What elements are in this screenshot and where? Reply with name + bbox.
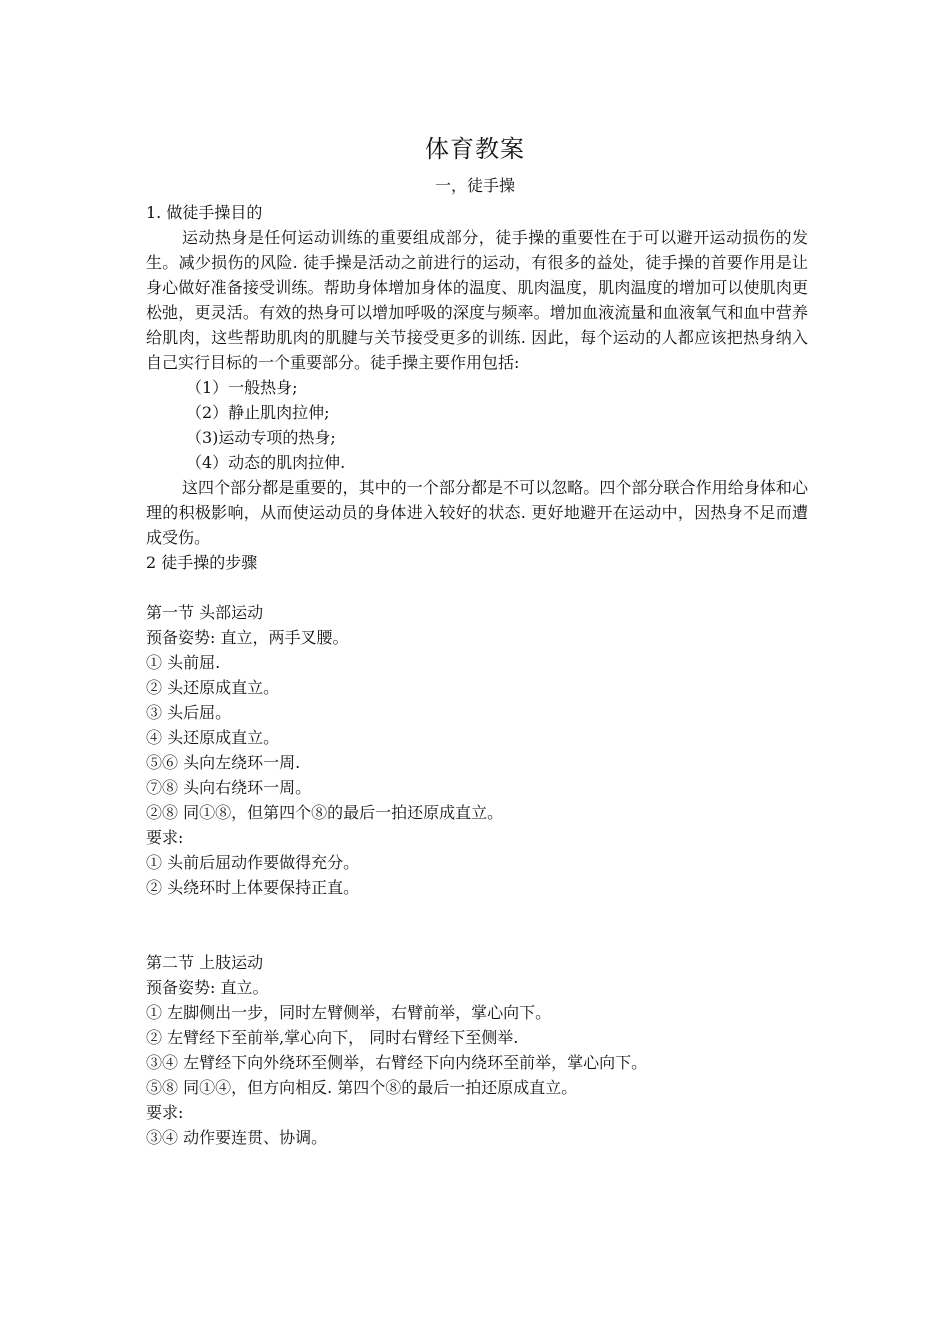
requirement-item: ① 头前后屈动作要做得充分。 — [146, 853, 360, 872]
prep-posture: 预备姿势: 直立。 — [146, 978, 269, 997]
role-item: （1）一般热身; — [186, 378, 298, 397]
page-title: 体育教案 — [425, 135, 525, 163]
requirements-label: 要求: — [146, 828, 184, 847]
role-item: （3)运动专项的热身; — [186, 428, 336, 447]
section-heading-steps: 2 徒手操的步骤 — [146, 553, 258, 572]
exercise-heading: 第二节 上肢运动 — [146, 953, 264, 972]
exercise-step: ⑤⑧ 同①④，但方向相反. 第四个⑧的最后一拍还原成直立。 — [146, 1078, 578, 1097]
exercise-step: ③④ 左臂经下向外绕环至侧举，右臂经下向内绕环至前举，掌心向下。 — [146, 1053, 648, 1072]
prep-posture: 预备姿势: 直立，两手叉腰。 — [146, 628, 349, 647]
role-item: （2）静止肌肉拉伸; — [186, 403, 330, 422]
exercise-step: ④ 头还原成直立。 — [146, 728, 280, 747]
spacer — [146, 900, 808, 950]
exercise-step: ③ 头后屈。 — [146, 703, 232, 722]
requirement-item: ② 头绕环时上体要保持正直。 — [146, 878, 360, 897]
requirements-label: 要求: — [146, 1103, 184, 1122]
exercise-step: ②⑧ 同①⑧，但第四个⑧的最后一拍还原成直立。 — [146, 803, 504, 822]
exercise-step: ⑤⑥ 头向左绕环一周. — [146, 753, 301, 772]
summary-paragraph: 这四个部分都是重要的，其中的一个部分都是不可以忽略。四个部分联合作用给身体和心理的积极影响，从而使运动员的身体进入较好的状态. 更好地避开在运动中，因热身不足而遭成受伤。 — [146, 478, 808, 547]
intro-paragraph: 运动热身是任何运动训练的重要组成部分，徒手操的重要性在于可以避开运动损伤的发生。减少损伤的风险. 徒手操是活动之前进行的运动，有很多的益处，徒手操的首要作用是让身心做好准备接受训练。帮助身体增加身体的温度、肌肉温度，肌肉温度的增加可以使肌肉更松弛，更灵活。有效的热身可以增加呼吸的深度与频率。增加血液流量和血液氧气和血中营养给肌肉，这些帮助肌肉的肌腱与关节接受更多的训练. 因此，每个运动的人都应该把热身纳入自己实行目标的一个重要部分。徒手操主要作用包括: — [146, 228, 808, 372]
requirement-item: ③④ 动作要连贯、协调。 — [146, 1128, 328, 1147]
document-body — [146, 200, 808, 1150]
exercise-step: ⑦⑧ 头向右绕环一周。 — [146, 778, 312, 797]
exercise-heading: 第一节 头部运动 — [146, 603, 264, 622]
page-subtitle: 一，徒手操 — [434, 176, 515, 195]
exercise-step: ① 头前屈. — [146, 653, 221, 672]
section-heading-purpose: 1. 做徒手操目的 — [146, 203, 263, 222]
exercise-step: ① 左脚侧出一步，同时左臂侧举，右臂前举，掌心向下。 — [146, 1003, 552, 1022]
exercise-step: ② 头还原成直立。 — [146, 678, 280, 697]
spacer — [146, 575, 808, 600]
exercise-step: ② 左臂经下至前举,掌心向下， 同时右臂经下至侧举. — [146, 1028, 519, 1047]
role-item: （4）动态的肌肉拉伸. — [186, 453, 346, 472]
